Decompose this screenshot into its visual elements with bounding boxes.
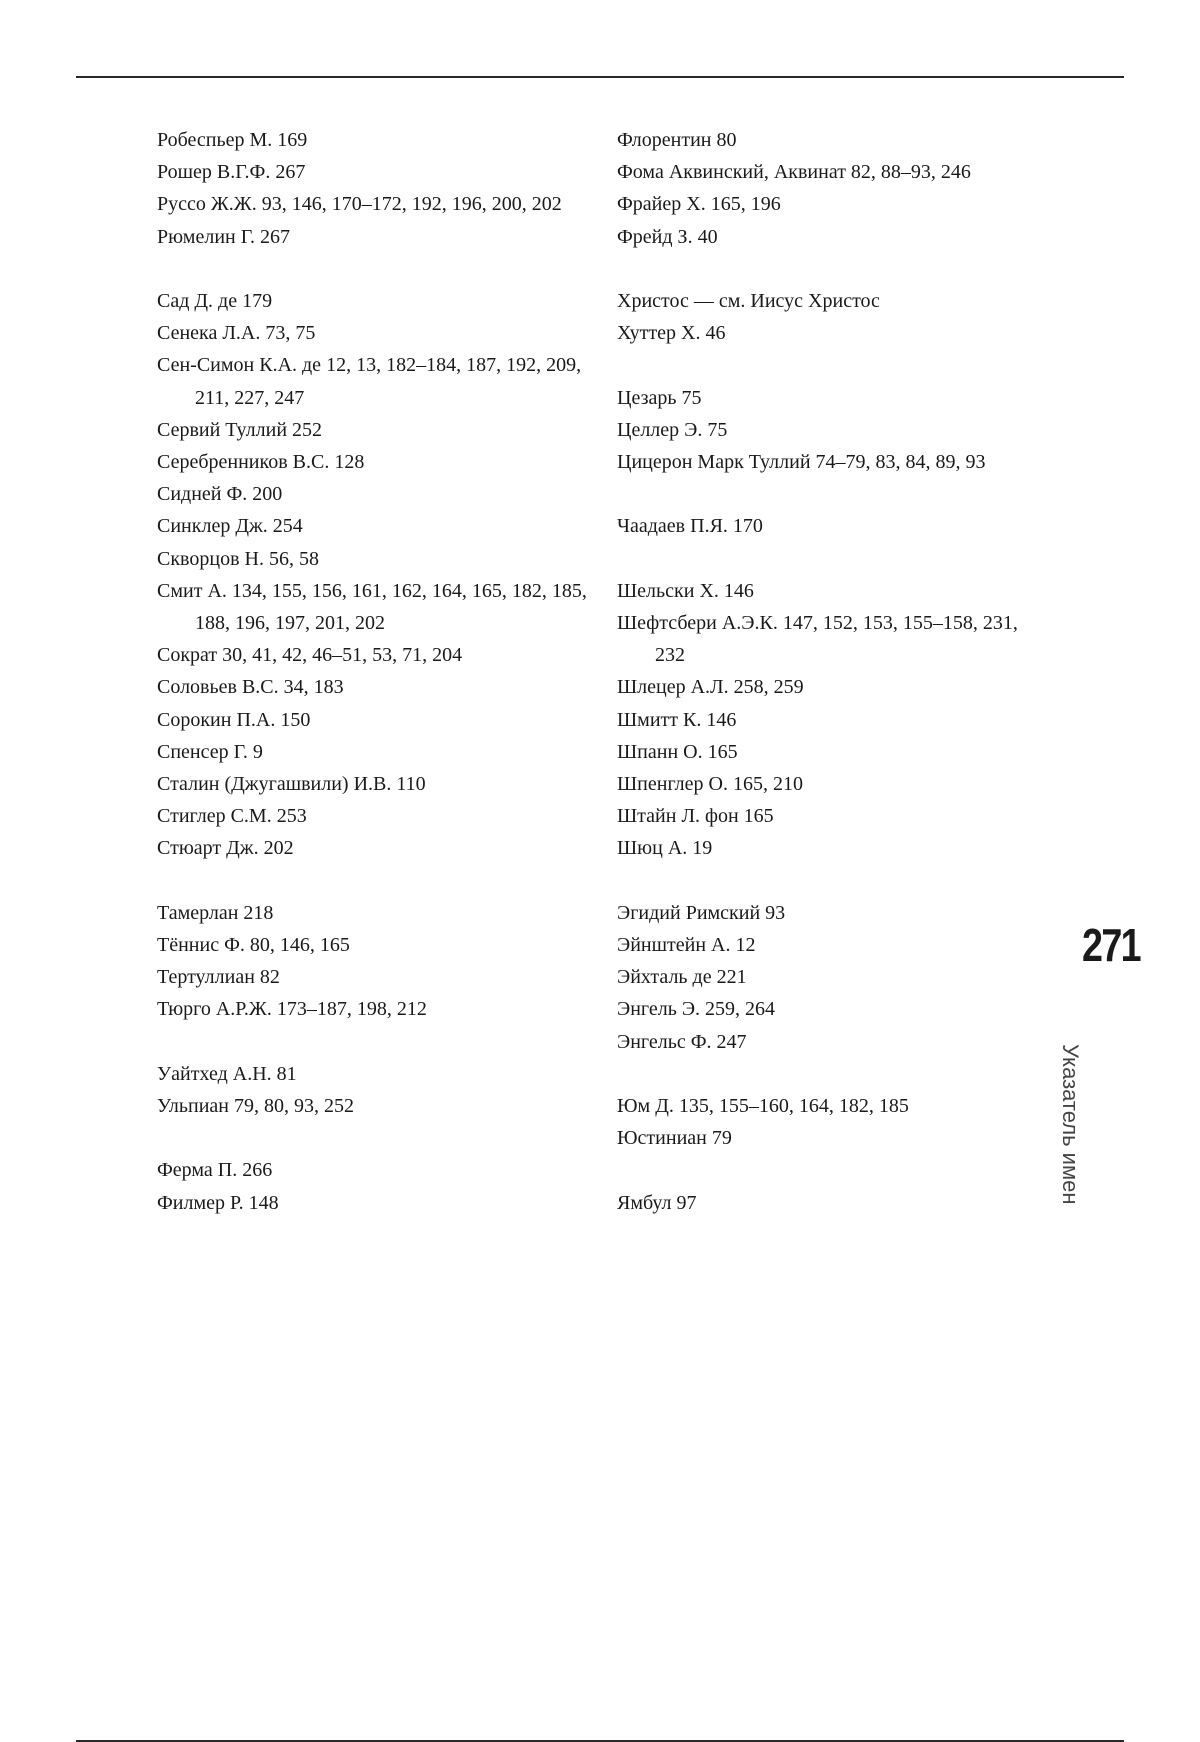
index-entry: Штайн Л. фон 165 — [617, 805, 774, 828]
index-entry: Сидней Ф. 200 — [157, 483, 283, 506]
index-entry: Целлер Э. 75 — [617, 418, 728, 441]
index-entry: Шюц А. 19 — [617, 837, 713, 860]
index-entry: Сен-Симон К.А. де 12, 13, 182–184, 187, 192, 209, 211, 227, 247 — [157, 354, 582, 409]
index-letter-group — [157, 1058, 597, 1122]
index-entry: Смит А. 134, 155, 156, 161, 162, 164, 165, 182, 185, 188, 196, 197, 201, 202 — [157, 579, 587, 635]
index-entry: Чаадаев П.Я. 170 — [617, 515, 763, 538]
index-entry: Сервий Туллий 252 — [157, 418, 323, 441]
index-entry: Соловьев В.С. 34, 183 — [157, 676, 344, 699]
index-letter-group — [617, 897, 1047, 1058]
running-head: Указатель имен — [1058, 1044, 1083, 1205]
top-rule — [76, 76, 1124, 78]
index-entry: Фома Аквинский, Аквинат 82, 88–93, 246 — [617, 161, 971, 184]
index-entry: Ульпиан 79, 80, 93, 252 — [157, 1095, 354, 1118]
index-entry: Ямбул 97 — [617, 1191, 697, 1214]
index-entry: Шмитт К. 146 — [617, 708, 737, 731]
index-entry: Сад Д. де 179 — [157, 290, 273, 312]
index-letter-group — [617, 575, 1047, 865]
index-letter-group — [617, 1187, 1047, 1219]
index-entry: Робеспьер М. 169 — [157, 129, 308, 151]
index-letter-group — [157, 285, 597, 865]
index-letter-group — [157, 1154, 597, 1218]
index-letter-group — [617, 382, 1047, 479]
index-letter-group — [617, 510, 1047, 542]
index-entry: Эгидий Римский 93 — [617, 901, 786, 924]
index-entry: Рошер В.Г.Ф. 267 — [157, 161, 306, 184]
index-entry: Юстиниан 79 — [617, 1127, 732, 1150]
index-entry: Фрейд З. 40 — [617, 225, 718, 248]
index-entry: Сорокин П.А. 150 — [157, 708, 311, 731]
index-entry: Шельски Х. 146 — [617, 579, 754, 602]
index-entry: Христос — см. Иисус Христос — [617, 290, 880, 312]
page-number: 271 — [1082, 919, 1141, 971]
index-entry: Цицерон Марк Туллий 74–79, 83, 84, 89, 93 — [617, 451, 986, 473]
index-entry: Филмер Р. 148 — [157, 1191, 279, 1214]
index-entry: Тамерлан 218 — [157, 901, 274, 924]
index-entry: Эйнштейн А. 12 — [617, 934, 756, 956]
index-letter-group — [617, 285, 1047, 349]
index-entry: Синклер Дж. 254 — [157, 515, 303, 538]
index-letter-group — [617, 1090, 1047, 1154]
index-entry: Шлецер А.Л. 258, 259 — [617, 676, 804, 699]
index-entry: Юм Д. 135, 155–160, 164, 182, 185 — [617, 1095, 909, 1117]
index-entry: Эйхталь де 221 — [617, 966, 747, 989]
index-entry: Хуттер Х. 46 — [617, 322, 726, 345]
index-entry: Уайтхед А.Н. 81 — [157, 1062, 297, 1085]
index-entry: Флорентин 80 — [617, 129, 737, 151]
index-entry: Серебренников В.С. 128 — [157, 451, 365, 474]
index-entry: Стиглер С.М. 253 — [157, 805, 307, 828]
index-entry: Тённис Ф. 80, 146, 165 — [157, 934, 350, 957]
index-entry: Энгельс Ф. 247 — [617, 1030, 747, 1053]
index-entry: Энгель Э. 259, 264 — [617, 998, 776, 1021]
index-entry: Сенека Л.А. 73, 75 — [157, 322, 316, 345]
index-entry: Сталин (Джугашвили) И.В. 110 — [157, 773, 426, 796]
index-entry: Фрайер Х. 165, 196 — [617, 193, 781, 216]
index-entry: Ферма П. 266 — [157, 1159, 273, 1182]
index-entry: Тюрго А.Р.Ж. 173–187, 198, 212 — [157, 998, 427, 1021]
index-letter-group — [157, 897, 597, 1026]
index-letter-group — [157, 124, 597, 253]
index-column-left — [157, 124, 597, 1219]
index-letter-group — [617, 124, 1047, 253]
index-entry: Шефтсбери А.Э.К. 147, 152, 153, 155–158, 231, 232 — [617, 611, 1018, 667]
index-entry: Тертуллиан 82 — [157, 966, 280, 989]
index-entry: Сократ 30, 41, 42, 46–51, 53, 71, 204 — [157, 644, 463, 667]
index-entry: Шпанн О. 165 — [617, 740, 738, 763]
index-entry: Цезарь 75 — [617, 386, 702, 409]
index-entry: Рюмелин Г. 267 — [157, 225, 291, 248]
index-entry: Руссо Ж.Ж. 93, 146, 170–172, 192, 196, 200, 202 — [157, 193, 562, 216]
index-column-right — [617, 124, 1047, 1219]
index-entry: Шпенглер О. 165, 210 — [617, 773, 803, 795]
index-entry: Скворцов Н. 56, 58 — [157, 547, 319, 570]
index-entry: Спенсер Г. 9 — [157, 740, 263, 763]
index-entry: Стюарт Дж. 202 — [157, 837, 294, 860]
